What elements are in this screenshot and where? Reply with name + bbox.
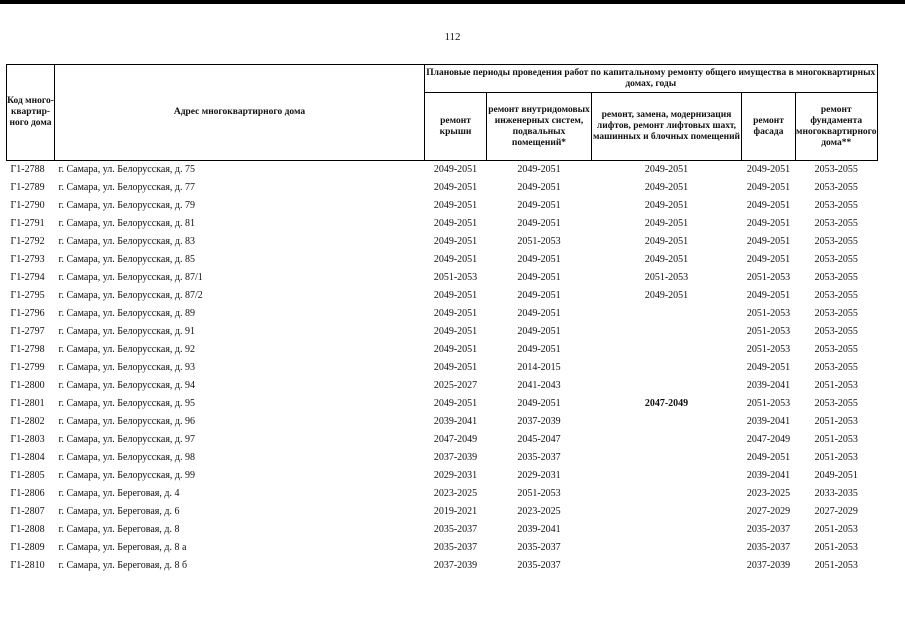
cell-roof: 2035-2037 bbox=[433, 542, 478, 553]
cell-address: г. Самара, ул. Белорусская, д. 94 bbox=[58, 380, 196, 391]
cell-systems: 2049-2051 bbox=[517, 200, 561, 211]
cell-facade: 2049-2051 bbox=[746, 200, 791, 211]
cell-roof: 2049-2051 bbox=[433, 308, 478, 319]
table-body bbox=[7, 161, 878, 576]
header-code: Код много-квартир-ного дома bbox=[7, 65, 55, 161]
cell-facade: 2051-2053 bbox=[746, 398, 791, 409]
cell-address: г. Самара, ул. Белорусская, д. 96 bbox=[58, 416, 196, 427]
cell-systems: 2051-2053 bbox=[517, 236, 561, 247]
cell-roof: 2049-2051 bbox=[433, 326, 478, 337]
table-row bbox=[7, 197, 878, 215]
cell-roof: 2035-2037 bbox=[433, 524, 478, 535]
cell-systems: 2049-2051 bbox=[517, 308, 561, 319]
cell-facade: 2051-2053 bbox=[746, 344, 791, 355]
cell-code: Г1-2788 bbox=[10, 164, 45, 175]
cell-address: г. Самара, ул. Белорусская, д. 75 bbox=[58, 164, 196, 175]
header-address: Адрес многоквартирного дома bbox=[55, 65, 425, 161]
cell-address: г. Самара, ул. Белорусская, д. 97 bbox=[58, 434, 196, 445]
table-row bbox=[7, 161, 878, 180]
cell-roof: 2049-2051 bbox=[433, 398, 478, 409]
cell-code: Г1-2801 bbox=[10, 398, 45, 409]
cell-systems: 2014-2015 bbox=[517, 362, 561, 373]
cell-lifts bbox=[592, 359, 742, 377]
cell-foundation: 2053-2055 bbox=[814, 218, 858, 229]
cell-foundation: 2051-2053 bbox=[814, 560, 858, 571]
table-row bbox=[7, 287, 878, 305]
cell-address: г. Самара, ул. Белорусская, д. 81 bbox=[58, 218, 196, 229]
table-row bbox=[7, 215, 878, 233]
cell-foundation: 2051-2053 bbox=[814, 434, 858, 445]
cell-code: Г1-2798 bbox=[10, 344, 45, 355]
cell-code: Г1-2802 bbox=[10, 416, 45, 427]
cell-lifts: 2047-2049 bbox=[644, 398, 689, 409]
cell-lifts bbox=[592, 431, 742, 449]
cell-roof: 2049-2051 bbox=[433, 164, 478, 175]
table-row bbox=[7, 305, 878, 323]
cell-foundation: 2053-2055 bbox=[814, 398, 858, 409]
cell-lifts: 2051-2053 bbox=[644, 272, 689, 283]
cell-roof: 2019-2021 bbox=[433, 506, 478, 517]
cell-systems: 2049-2051 bbox=[517, 272, 561, 283]
cell-foundation: 2053-2055 bbox=[814, 254, 858, 265]
table-row bbox=[7, 251, 878, 269]
cell-address: г. Самара, ул. Белорусская, д. 77 bbox=[58, 182, 196, 193]
cell-address: г. Самара, ул. Белорусская, д. 95 bbox=[58, 398, 196, 409]
cell-lifts bbox=[592, 503, 742, 521]
cell-address: г. Самара, ул. Белорусская, д. 89 bbox=[58, 308, 196, 319]
cell-systems: 2049-2051 bbox=[517, 398, 561, 409]
cell-systems: 2049-2051 bbox=[517, 344, 561, 355]
cell-facade: 2049-2051 bbox=[746, 362, 791, 373]
table-row bbox=[7, 413, 878, 431]
cell-lifts bbox=[592, 341, 742, 359]
table-row bbox=[7, 449, 878, 467]
cell-foundation: 2053-2055 bbox=[814, 308, 858, 319]
cell-foundation: 2051-2053 bbox=[814, 542, 858, 553]
cell-lifts bbox=[592, 377, 742, 395]
cell-foundation: 2051-2053 bbox=[814, 452, 858, 463]
cell-roof: 2049-2051 bbox=[433, 344, 478, 355]
cell-foundation: 2053-2055 bbox=[814, 326, 858, 337]
cell-systems: 2029-2031 bbox=[517, 470, 561, 481]
cell-systems: 2049-2051 bbox=[517, 290, 561, 301]
table-row bbox=[7, 323, 878, 341]
cell-systems: 2049-2051 bbox=[517, 254, 561, 265]
cell-address: г. Самара, ул. Белорусская, д. 85 bbox=[58, 254, 196, 265]
table-row bbox=[7, 485, 878, 503]
cell-address: г. Самара, ул. Белорусская, д. 79 bbox=[58, 200, 196, 211]
cell-foundation: 2053-2055 bbox=[814, 272, 858, 283]
header-roof: ремонт крыши bbox=[425, 93, 487, 161]
cell-systems: 2039-2041 bbox=[517, 524, 561, 535]
cell-foundation: 2053-2055 bbox=[814, 200, 858, 211]
cell-roof: 2025-2027 bbox=[433, 380, 478, 391]
cell-code: Г1-2803 bbox=[10, 434, 45, 445]
top-rule bbox=[0, 0, 905, 4]
cell-facade: 2049-2051 bbox=[746, 164, 791, 175]
cell-roof: 2049-2051 bbox=[433, 218, 478, 229]
cell-lifts bbox=[592, 557, 742, 575]
cell-foundation: 2027-2029 bbox=[814, 506, 858, 517]
table-row bbox=[7, 557, 878, 575]
header-lifts: ремонт, замена, модернизация лифтов, ремонт лифтовых шахт, машинных и блочных помещений bbox=[592, 93, 742, 161]
cell-facade: 2049-2051 bbox=[746, 452, 791, 463]
cell-facade: 2049-2051 bbox=[746, 218, 791, 229]
cell-systems: 2035-2037 bbox=[517, 452, 561, 463]
cell-lifts bbox=[592, 323, 742, 341]
cell-lifts: 2049-2051 bbox=[644, 200, 689, 211]
cell-code: Г1-2808 bbox=[10, 524, 45, 535]
cell-foundation: 2033-2035 bbox=[814, 488, 858, 499]
cell-code: Г1-2793 bbox=[10, 254, 45, 265]
header-foundation: ремонт фундамента многоквартирного дома** bbox=[796, 93, 878, 161]
cell-systems: 2049-2051 bbox=[517, 164, 561, 175]
table-row bbox=[7, 359, 878, 377]
cell-facade: 2035-2037 bbox=[746, 542, 791, 553]
table-row bbox=[7, 539, 878, 557]
cell-foundation: 2053-2055 bbox=[814, 236, 858, 247]
cell-lifts: 2049-2051 bbox=[644, 290, 689, 301]
table-row bbox=[7, 269, 878, 287]
cell-address: г. Самара, ул. Белорусская, д. 91 bbox=[58, 326, 196, 337]
cell-code: Г1-2799 bbox=[10, 362, 45, 373]
cell-facade: 2051-2053 bbox=[746, 326, 791, 337]
cell-facade: 2051-2053 bbox=[746, 308, 791, 319]
cell-address: г. Самара, ул. Белорусская, д. 92 bbox=[58, 344, 196, 355]
header-systems: ремонт внутридомовых инженерных систем, подвальных помещений* bbox=[487, 93, 592, 161]
cell-code: Г1-2790 bbox=[10, 200, 45, 211]
cell-lifts: 2049-2051 bbox=[644, 254, 689, 265]
cell-lifts bbox=[592, 413, 742, 431]
cell-roof: 2037-2039 bbox=[433, 560, 478, 571]
table-row bbox=[7, 503, 878, 521]
cell-code: Г1-2796 bbox=[10, 308, 45, 319]
cell-address: г. Самара, ул. Белорусская, д. 87/1 bbox=[58, 272, 203, 283]
cell-roof: 2039-2041 bbox=[433, 416, 478, 427]
cell-roof: 2047-2049 bbox=[433, 434, 478, 445]
cell-address: г. Самара, ул. Белорусская, д. 83 bbox=[58, 236, 196, 247]
cell-facade: 2047-2049 bbox=[746, 434, 791, 445]
page-number: 112 bbox=[444, 31, 461, 43]
cell-foundation: 2053-2055 bbox=[814, 164, 858, 175]
cell-roof: 2051-2053 bbox=[433, 272, 478, 283]
cell-systems: 2023-2025 bbox=[517, 506, 561, 517]
repair-schedule-table bbox=[6, 64, 878, 575]
cell-foundation: 2053-2055 bbox=[814, 290, 858, 301]
cell-lifts: 2049-2051 bbox=[644, 236, 689, 247]
table-row bbox=[7, 233, 878, 251]
cell-address: г. Самара, ул. Белорусская, д. 98 bbox=[58, 452, 196, 463]
cell-roof: 2049-2051 bbox=[433, 362, 478, 373]
cell-lifts bbox=[592, 467, 742, 485]
table-row bbox=[7, 395, 878, 413]
cell-roof: 2049-2051 bbox=[433, 182, 478, 193]
cell-address: г. Самара, ул. Береговая, д. 8 bbox=[58, 524, 180, 535]
cell-address: г. Самара, ул. Береговая, д. 4 bbox=[58, 488, 180, 499]
cell-lifts: 2049-2051 bbox=[644, 164, 689, 175]
cell-lifts: 2049-2051 bbox=[644, 182, 689, 193]
cell-roof: 2037-2039 bbox=[433, 452, 478, 463]
cell-address: г. Самара, ул. Береговая, д. 6 bbox=[58, 506, 180, 517]
cell-foundation: 2053-2055 bbox=[814, 182, 858, 193]
cell-lifts: 2049-2051 bbox=[644, 218, 689, 229]
cell-address: г. Самара, ул. Белорусская, д. 93 bbox=[58, 362, 196, 373]
cell-foundation: 2051-2053 bbox=[814, 416, 858, 427]
cell-address: г. Самара, ул. Белорусская, д. 87/2 bbox=[58, 290, 203, 301]
table-row bbox=[7, 341, 878, 359]
cell-facade: 2037-2039 bbox=[746, 560, 791, 571]
cell-facade: 2027-2029 bbox=[746, 506, 791, 517]
cell-systems: 2041-2043 bbox=[517, 380, 561, 391]
cell-address: г. Самара, ул. Белорусская, д. 99 bbox=[58, 470, 196, 481]
table-row bbox=[7, 431, 878, 449]
cell-lifts bbox=[592, 305, 742, 323]
cell-foundation: 2051-2053 bbox=[814, 524, 858, 535]
cell-systems: 2035-2037 bbox=[517, 560, 561, 571]
table-row bbox=[7, 179, 878, 197]
cell-code: Г1-2791 bbox=[10, 218, 45, 229]
cell-address: г. Самара, ул. Береговая, д. 8 б bbox=[58, 560, 188, 571]
table-row bbox=[7, 467, 878, 485]
cell-systems: 2049-2051 bbox=[517, 182, 561, 193]
cell-facade: 2023-2025 bbox=[746, 488, 791, 499]
cell-facade: 2035-2037 bbox=[746, 524, 791, 535]
cell-roof: 2049-2051 bbox=[433, 236, 478, 247]
cell-lifts bbox=[592, 539, 742, 557]
cell-facade: 2049-2051 bbox=[746, 290, 791, 301]
cell-code: Г1-2789 bbox=[10, 182, 45, 193]
header-group: Плановые периоды проведения работ по капитальному ремонту общего имущества в многоквартирных домах, годы bbox=[425, 65, 878, 93]
cell-facade: 2049-2051 bbox=[746, 254, 791, 265]
cell-code: Г1-2805 bbox=[10, 470, 45, 481]
cell-code: Г1-2795 bbox=[10, 290, 45, 301]
table-row bbox=[7, 377, 878, 395]
cell-code: Г1-2792 bbox=[10, 236, 45, 247]
cell-code: Г1-2809 bbox=[10, 542, 45, 553]
cell-code: Г1-2797 bbox=[10, 326, 45, 337]
cell-facade: 2039-2041 bbox=[746, 416, 791, 427]
cell-foundation: 2049-2051 bbox=[814, 470, 858, 481]
cell-systems: 2037-2039 bbox=[517, 416, 561, 427]
cell-facade: 2049-2051 bbox=[746, 236, 791, 247]
cell-systems: 2049-2051 bbox=[517, 218, 561, 229]
cell-roof: 2049-2051 bbox=[433, 200, 478, 211]
cell-roof: 2049-2051 bbox=[433, 254, 478, 265]
cell-foundation: 2051-2053 bbox=[814, 380, 858, 391]
cell-code: Г1-2804 bbox=[10, 452, 45, 463]
header-facade: ремонт фасада bbox=[742, 93, 796, 161]
cell-foundation: 2053-2055 bbox=[814, 362, 858, 373]
cell-roof: 2023-2025 bbox=[433, 488, 478, 499]
cell-systems: 2035-2037 bbox=[517, 542, 561, 553]
table-row bbox=[7, 521, 878, 539]
cell-foundation: 2053-2055 bbox=[814, 344, 858, 355]
cell-code: Г1-2806 bbox=[10, 488, 45, 499]
cell-code: Г1-2794 bbox=[10, 272, 45, 283]
cell-systems: 2045-2047 bbox=[517, 434, 561, 445]
cell-systems: 2051-2053 bbox=[517, 488, 561, 499]
cell-lifts bbox=[592, 485, 742, 503]
cell-address: г. Самара, ул. Береговая, д. 8 а bbox=[58, 542, 187, 553]
cell-systems: 2049-2051 bbox=[517, 326, 561, 337]
cell-facade: 2039-2041 bbox=[746, 380, 791, 391]
cell-facade: 2051-2053 bbox=[746, 272, 791, 283]
cell-lifts bbox=[592, 449, 742, 467]
cell-lifts bbox=[592, 521, 742, 539]
cell-roof: 2029-2031 bbox=[433, 470, 478, 481]
cell-code: Г1-2810 bbox=[10, 560, 45, 571]
cell-roof: 2049-2051 bbox=[433, 290, 478, 301]
cell-facade: 2049-2051 bbox=[746, 182, 791, 193]
cell-code: Г1-2800 bbox=[10, 380, 45, 391]
cell-facade: 2039-2041 bbox=[746, 470, 791, 481]
cell-code: Г1-2807 bbox=[10, 506, 45, 517]
